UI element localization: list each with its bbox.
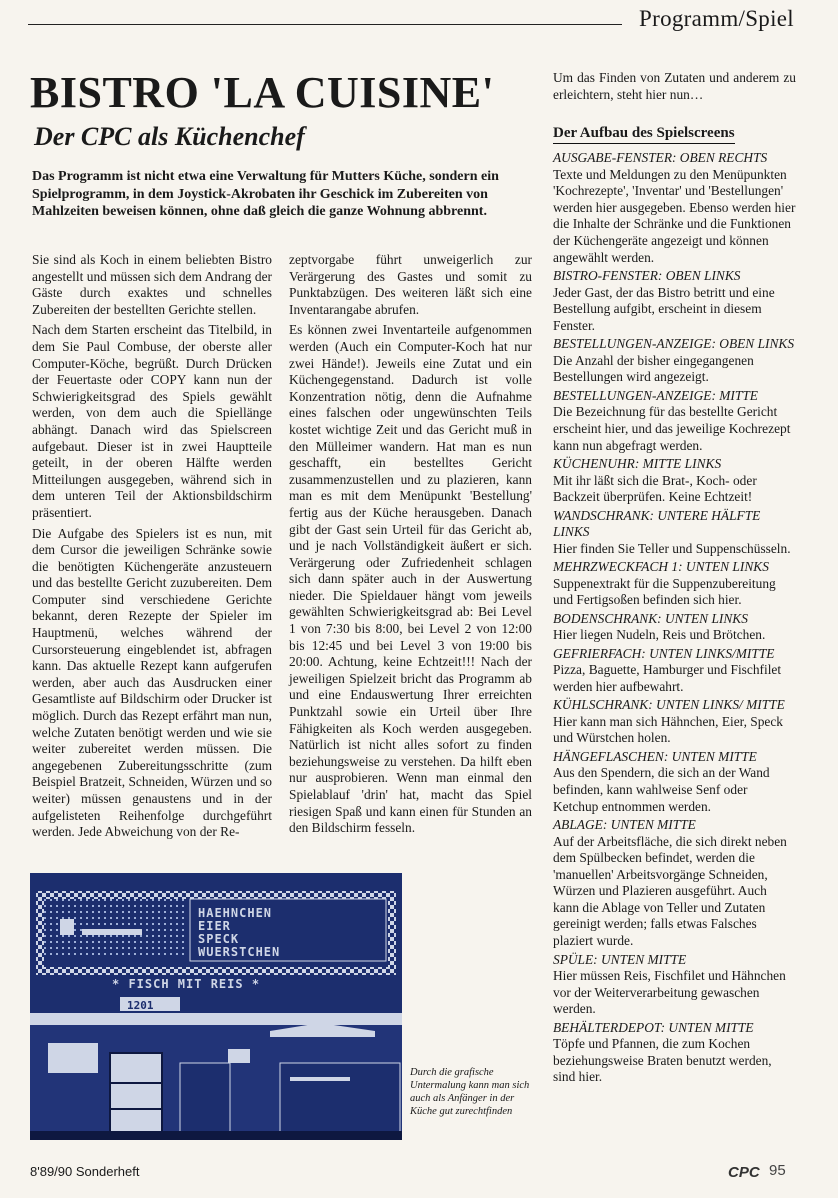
game-menu-item: WUERSTCHEN [198, 945, 281, 959]
entry-text: Auf der Arbeitsfläche, die sich direkt neben dem Spülbecken befindet, werden die 'manuellen' Arbeitsvorgänge Schneiden, Würzen und Plazieren ausgeführt. Auch kann die Ablage von Teller und Zutaten gereinigt werden; falls etwas Falsches plaziert wurde. [553, 833, 787, 949]
entry-heading: BESTELLUNGEN-ANZEIGE: MITTE [553, 387, 758, 403]
entry-text: Suppenextrakt für die Suppenzubereitung und Fertigsoßen befinden sich hier. [553, 575, 776, 608]
entry-text: Pizza, Baguette, Hamburger und Fischfilet werden hier aufbewahrt. [553, 662, 782, 694]
entry-text: Töpfe und Pfannen, die zum Kochen beziehungsweise Braten benutzt werden, sind hier. [553, 1036, 772, 1085]
article-subtitle: Der CPC als Küchenchef [34, 122, 305, 151]
entry-text: Hier müssen Reis, Fischfilet und Hähnchen vor der Weiterverarbeitung gewaschen werden. [553, 968, 786, 1017]
footer-logo: CPC [728, 1164, 760, 1181]
screen-area-entry [553, 268, 796, 334]
body-column-2 [289, 252, 532, 841]
paragraph: Sie sind als Koch in einem beliebten Bistro angestellt und müssen sich dem Andrang der Gäste durch exaktes und schnelles Zubereiten der bestellten Gerichte stellen. [32, 252, 272, 317]
screen-area-entry [553, 749, 796, 815]
entry-text: Aus den Spendern, die sich an der Wand befinden, kann wahlweise Senf oder Ketchup entnommen werden. [553, 765, 770, 814]
entry-text: Die Anzahl der bisher eingegangenen Bestellungen wird angezeigt. [553, 352, 754, 385]
entry-heading: BEHÄLTERDEPOT: UNTEN MITTE [553, 1019, 754, 1035]
entry-text: Jeder Gast, der das Bistro betritt und eine Bestellung aufgibt, erscheint in diesem Fenster. [553, 284, 775, 333]
game-menu-item: HAEHNCHEN [198, 906, 273, 920]
screen-area-entry [553, 697, 796, 747]
entry-text: Mit ihr läßt sich die Brat-, Koch- oder Backzeit überprüfen. Keine Echtzeit! [553, 472, 757, 505]
entry-heading: WANDSCHRANK: UNTERE HÄLFTE LINKS [553, 507, 761, 540]
screen-area-entry [553, 611, 796, 644]
screen-area-entry [553, 336, 796, 386]
entry-heading: AUSGABE-FENSTER: OBEN RECHTS [553, 150, 768, 166]
screen-area-entry [553, 952, 796, 1018]
screen-area-entry [553, 150, 796, 266]
entry-heading: BISTRO-FENSTER: OBEN LINKS [553, 268, 741, 284]
entry-heading: SPÜLE: UNTEN MITTE [553, 951, 687, 967]
page-number: 95 [769, 1162, 786, 1179]
screen-area-entry [553, 559, 796, 609]
screen-area-entry [553, 1020, 796, 1086]
screen-area-entry [553, 508, 796, 557]
paragraph: Nach dem Starten erscheint das Titelbild, in dem Sie Paul Combuse, der oberste aller Computer-Köche, begrüßt. Durch Drücken der Feuertaste oder COPY kann nun der Schwierigkeitsgrad des Spiels gewählt werden, von dem auch die Spiellänge abhängt. Danach wird das Spielscreen aufgebaut. Dieser ist in zwei Hauptteile geteilt, in der oberen Hälfte werden Mitteilungen ausgegeben, während sich in dem unteren Teil der Aktionsbildschirm präsentiert. [32, 322, 272, 520]
entry-list [553, 150, 796, 1086]
article-title: BISTRO 'LA CUISINE' [30, 68, 495, 117]
body-column-1 [32, 252, 272, 845]
screen-area-entry [553, 388, 796, 454]
entry-heading: MEHRZWECKFACH 1: UNTEN LINKS [553, 559, 769, 575]
game-menu-list [198, 907, 280, 959]
entry-heading: KÜHLSCHRANK: UNTEN LINKS/ MITTE [553, 697, 785, 713]
game-screenshot [30, 873, 402, 1140]
section-heading: Der Aufbau des Spielscreens [553, 125, 735, 144]
entry-text: Die Bezeichnung für das bestellte Gericht erscheint hier, und das jeweilige Kochrezept kann nun abgefragt werden. [553, 404, 791, 453]
game-order-text: * FISCH MIT REIS * [112, 977, 261, 991]
entry-heading: ABLAGE: UNTEN MITTE [553, 817, 696, 833]
entry-text: Hier liegen Nudeln, Reis und Brötchen. [553, 627, 766, 643]
column-intro: Um das Finden von Zutaten und anderem zu erleichtern, steht hier nun… [553, 70, 796, 102]
screen-area-entry [553, 456, 796, 506]
article-lead: Das Programm ist nicht etwa eine Verwaltung für Mutters Küche, sondern ein Spielprogramm, in dem Joystick-Akrobaten ihr Geschick im Zubereiten von Mahlzeiten beweisen können, ohne daß gleich die ganze Wohnung abbrennt. [32, 169, 499, 219]
body-column-3 [553, 70, 796, 1088]
entry-heading: GEFRIERFACH: UNTEN LINKS/MITTE [553, 645, 775, 661]
entry-heading: BODENSCHRANK: UNTEN LINKS [553, 610, 748, 626]
header-rule [28, 24, 622, 25]
entry-heading: KÜCHENUHR: MITTE LINKS [553, 456, 722, 472]
paragraph: Es können zwei Inventarteile aufgenommen werden (Auch ein Computer-Koch hat nur zwei Hände!). Jeweils eine Zutat und ein Küchengegenstand. Dadurch ist volle Konzentration nötig, denn die Aufnahme eines falschen oder ungewünschten Teils kostet wichtige Zeit und das Gericht muß in den Mülleimer wandern. Hat man es nun geschafft, ein bestelltes Gericht zusammenzustellen und zu plazieren, kann man es mit dem Menüpunkt 'Bestellung' fertig aus der Küche herausgeben. Danach gibt der Gast sein Urteil für das Gericht ab, und je nach Vollständigkeit äußert er sich. Verärgerung oder Zufriedenheit schlagen sich dann später auch in der Auswertung nieder. Die Spieldauer hängt vom jeweils gewählten Schwierigkeitsgrad ab: Bei Level 1 von 7:30 bis 8:00, bei Level 2 von 12:00 bis 12:45 und bei Level 3 von 19:00 bis 20:00. Achtung, keine Echtzeit!!! Nach der jeweiligen Spielzeit bricht das Programm ab und eine Endauswertung Ihrer erreichten Punktzahl sowie ein Urteil über Ihre Fähigkeiten als Koch werden ausgegeben. Natürlich ist nicht alles sofort zu finden beziehungsweise zu verstehen. Da hilft eben nur ausprobieren. Wenn man einmal den Spielablauf 'drin' hat, macht das Spiel riesigen Spaß und kann einen für Stunden an den Bildschirm fesseln. [289, 322, 532, 836]
game-counter: 1201 [127, 999, 154, 1012]
section-label: Programm/Spiel [639, 6, 794, 31]
entry-heading: HÄNGEFLASCHEN: UNTEN MITTE [553, 748, 757, 764]
screen-area-entry [553, 646, 796, 696]
game-menu-item: EIER [198, 919, 231, 933]
entry-heading: BESTELLUNGEN-ANZEIGE: OBEN LINKS [553, 336, 795, 352]
footer-issue: 8'89/90 Sonderheft [30, 1164, 140, 1179]
entry-text: Texte und Meldungen zu den Menüpunkten 'Kochrezepte', 'Inventar' und 'Bestellungen' werden hier ausgegeben. Ebenso werden hier die Inhalte der Schränke und die Funktionen der Küchengeräte angezeigt und können angewählt werden. [553, 166, 796, 265]
paragraph: Die Aufgabe des Spielers ist es nun, mit dem Cursor die jeweiligen Schränke sowie die benötigten Küchengeräte anzusteuern und das bestellte Gericht zuzubereiten. Dem Computer sind verschiedene Gerichte bekannt, deren Rezepte der Spieler im Hauptmenü, welches während der Cursorsteuerung eingeblendet ist, abfragen kann. Das aktuelle Rezept kann aufgerufen werden, aber auch das Ausdrucken einer Gesamtliste auf Bildschirm oder Drucker ist möglich. Durch das Rezept erfährt man nun, welche Zutaten benötigt werden und wie sie weiter zubereitet werden müssen. Die angegebenen Zubereitungsschritte (zum Beispiel Bratzeit, Schneiden, Würzen und so weiter) müssen genaustens und in der aufgelisteten Reihenfolge durchgeführt werden. Jede Abweichung von der Re- [32, 525, 272, 840]
image-caption: Durch die grafische Untermalung kann man sich auch als Anfänger in der Küche gut zurechtfinden [410, 1067, 530, 1117]
entry-text: Hier finden Sie Teller und Suppenschüsseln. [553, 540, 791, 556]
entry-text: Hier kann man sich Hähnchen, Eier, Speck und Würstchen holen. [553, 713, 784, 746]
game-menu-item: SPECK [198, 932, 240, 946]
screen-area-entry [553, 817, 796, 950]
paragraph: zeptvorgabe führt unweigerlich zur Verärgerung des Gastes und somit zu Punktabzügen. Des weiteren läßt sich eine Inventarangabe abrufen. [289, 252, 532, 317]
